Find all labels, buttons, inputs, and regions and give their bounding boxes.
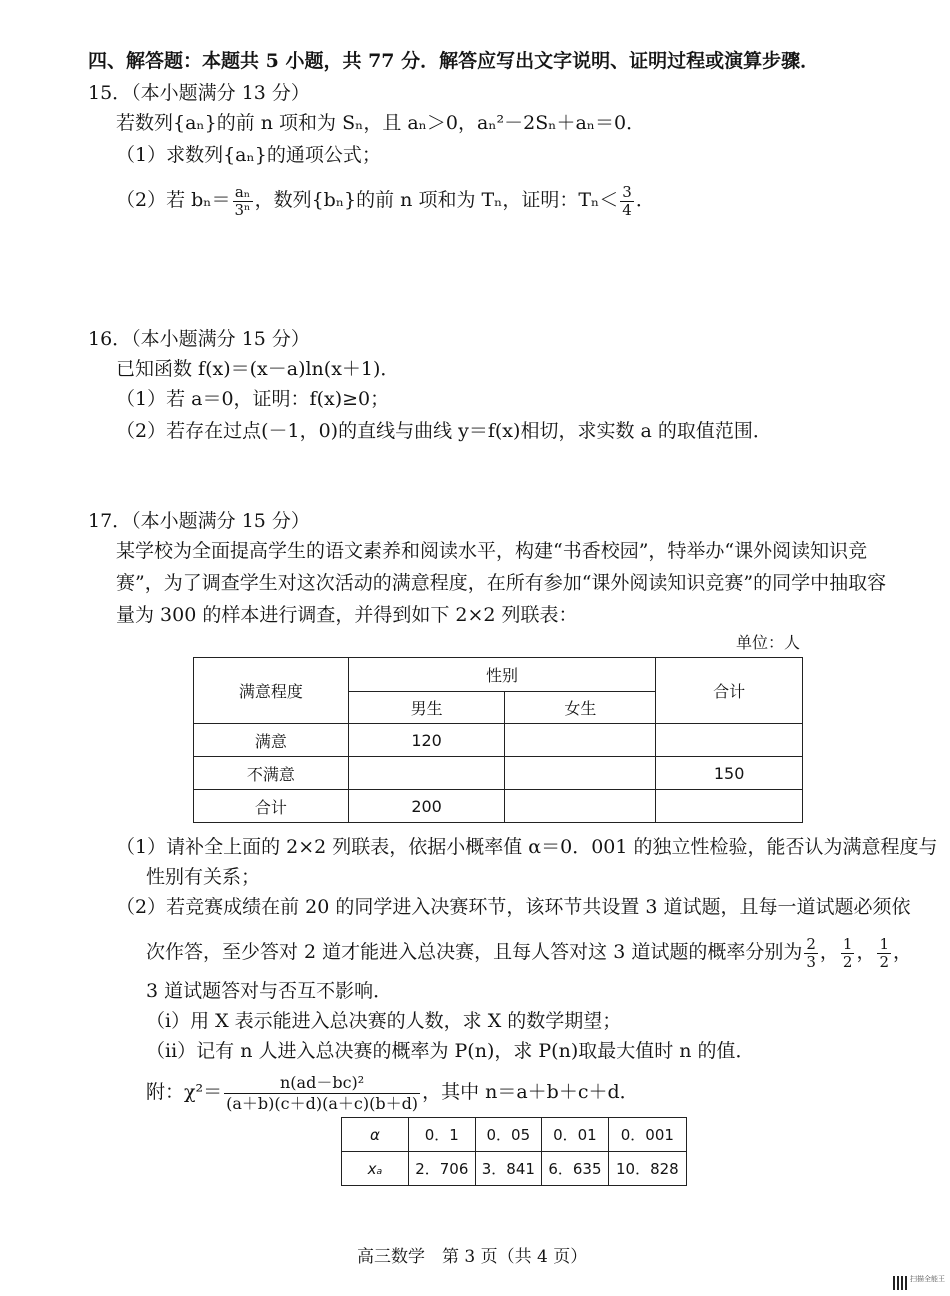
critical-value: 2．706 — [409, 1152, 476, 1186]
appendix-prefix: 附：χ²＝ — [146, 1081, 223, 1103]
row-label: 满意 — [194, 724, 349, 757]
q15-part1: （1）求数列{aₙ}的通项公式； — [116, 144, 381, 166]
critical-value: 10．828 — [608, 1152, 686, 1186]
table-row — [194, 790, 803, 823]
q15-bn-denominator: 3ⁿ — [234, 200, 251, 219]
critical-value-table — [341, 1117, 687, 1186]
row-label: 合计 — [194, 790, 349, 823]
q16-stem: 已知函数 f(x)＝(x－a)ln(x＋1)． — [116, 358, 400, 380]
prob-fraction-2 — [841, 936, 855, 971]
q17-p1-line1: （1）请补全上面的 2×2 列联表，依据小概率值 α＝0．001 的独立性检验，能否认为满意程度与 — [116, 836, 938, 858]
table-row — [342, 1152, 687, 1186]
unit-label: 单位：人 — [736, 633, 801, 652]
q16-part1: （1）若 a＝0，证明：f(x)≥0； — [116, 388, 390, 410]
page-footer: 高三数学 第 3 页（共 4 页） — [357, 1247, 588, 1267]
cell-total: 150 — [656, 757, 803, 790]
header-satisfaction: 满意程度 — [194, 658, 349, 724]
cell-total — [656, 790, 803, 823]
cell-female — [505, 724, 656, 757]
q17-p2-line3: 3 道试题答对与否互不影响． — [146, 980, 393, 1002]
q17-para1: 某学校为全面提高学生的语文素养和阅读水平，构建“书香校园”，特举办“课外阅读知识竞 — [116, 540, 868, 562]
section-header: 四、解答题：本题共 5 小题，共 77 分．解答应写出文字说明、证明过程或演算步骤． — [88, 50, 820, 72]
alpha-value: 0．01 — [542, 1118, 609, 1152]
prob-fraction-1 — [804, 936, 818, 971]
row-label: 不满意 — [194, 757, 349, 790]
q15-title: 15．（本小题满分 13 分） — [88, 82, 310, 104]
chi-square-denominator: (a＋b)(c＋d)(a＋c)(b＋d) — [226, 1093, 419, 1113]
q15-part2-prefix: （2）若 bₙ＝ — [116, 189, 231, 211]
cell-female — [505, 757, 656, 790]
cell-male — [348, 757, 505, 790]
table-row — [342, 1118, 687, 1152]
q15-stem: 若数列{aₙ}的前 n 项和为 Sₙ，且 aₙ＞0，aₙ²－2Sₙ＋aₙ＝0． — [116, 112, 646, 134]
prob-denominator: 3 — [806, 952, 816, 971]
q17-p2-line2: 次作答，至少答对 2 道才能进入总决赛，且每人答对这 3 道试题的概率分别为 $\frac{2}{3}$ ， $\frac{1}{2}$ ， $\frac{1}{2}$ ， — [146, 934, 913, 971]
q17-p2-line1: （2）若竞赛成绩在前 20 的同学进入决赛环节，该环节共设置 3 道试题，且每一道试题必须依 — [116, 896, 911, 918]
qr-code-icon — [893, 1276, 907, 1290]
q15-part2-mid: ，数列{bₙ}的前 n 项和为 Tₙ，证明：Tₙ＜ — [254, 189, 619, 211]
q17-para3: 量为 300 的样本进行调查，并得到如下 2×2 列联表： — [116, 604, 578, 626]
appendix-suffix: ，其中 n＝a＋b＋c＋d． — [422, 1081, 639, 1103]
contingency-table — [193, 657, 803, 823]
table-row — [194, 724, 803, 757]
q15-bound-numerator: 3 — [622, 182, 632, 201]
header-gender: 性别 — [348, 658, 655, 692]
q17-para2: 赛”，为了调查学生对这次活动的满意程度，在所有参加“课外阅读知识竞赛”的同学中抽取容 — [116, 572, 887, 594]
scanner-watermark: 扫描全能王 — [910, 1275, 945, 1283]
cell-female — [505, 790, 656, 823]
chi-square-numerator: n(ad－bc)² — [224, 1073, 420, 1094]
alpha-label: α — [342, 1118, 409, 1152]
critical-value: 3．841 — [475, 1152, 542, 1186]
q17-p2-i: （i）用 X 表示能进入总决赛的人数，求 X 的数学期望； — [146, 1010, 622, 1032]
q17-p1-line2: 性别有关系； — [146, 866, 261, 888]
prob-numerator: 2 — [806, 934, 816, 953]
prob-denominator: 2 — [842, 952, 853, 971]
x-alpha-label: xₐ — [342, 1152, 409, 1186]
header-total: 合计 — [656, 658, 803, 724]
appendix-formula — [146, 1070, 639, 1114]
q15-part2-end: ． — [635, 189, 655, 211]
cell-male: 200 — [348, 790, 505, 823]
chi-square-fraction — [224, 1073, 420, 1114]
q15-part2 — [116, 180, 655, 220]
q15-bn-fraction — [233, 184, 253, 219]
q15-bn-numerator: aₙ — [233, 184, 253, 202]
q15-bound-denominator: 4 — [622, 200, 632, 219]
alpha-value: 0．05 — [475, 1118, 542, 1152]
cell-total — [656, 724, 803, 757]
q15-bound-fraction — [620, 184, 634, 219]
q17-p2-ii: （ii）记有 n 人进入总决赛的概率为 P(n)，求 P(n)取最大值时 n 的值． — [146, 1040, 755, 1062]
q16-part2: （2）若存在过点(－1，0)的直线与曲线 y＝f(x)相切，求实数 a 的取值范围． — [116, 420, 772, 442]
alpha-value: 0．1 — [409, 1118, 476, 1152]
q16-title: 16．（本小题满分 15 分） — [88, 328, 310, 350]
header-female: 女生 — [505, 692, 656, 724]
prob-numerator: 1 — [842, 934, 853, 953]
prob-numerator: 1 — [879, 934, 890, 953]
table-row — [194, 757, 803, 790]
cell-male: 120 — [348, 724, 505, 757]
critical-value: 6．635 — [542, 1152, 609, 1186]
header-male: 男生 — [348, 692, 505, 724]
prob-denominator: 2 — [879, 952, 890, 971]
prob-fraction-3 — [877, 936, 891, 971]
q17-p2-line2-prefix: 次作答，至少答对 2 道才能进入总决赛，且每人答对这 3 道试题的概率分别为 — [146, 941, 803, 963]
q17-title: 17．（本小题满分 15 分） — [88, 510, 310, 532]
alpha-value: 0．001 — [608, 1118, 686, 1152]
